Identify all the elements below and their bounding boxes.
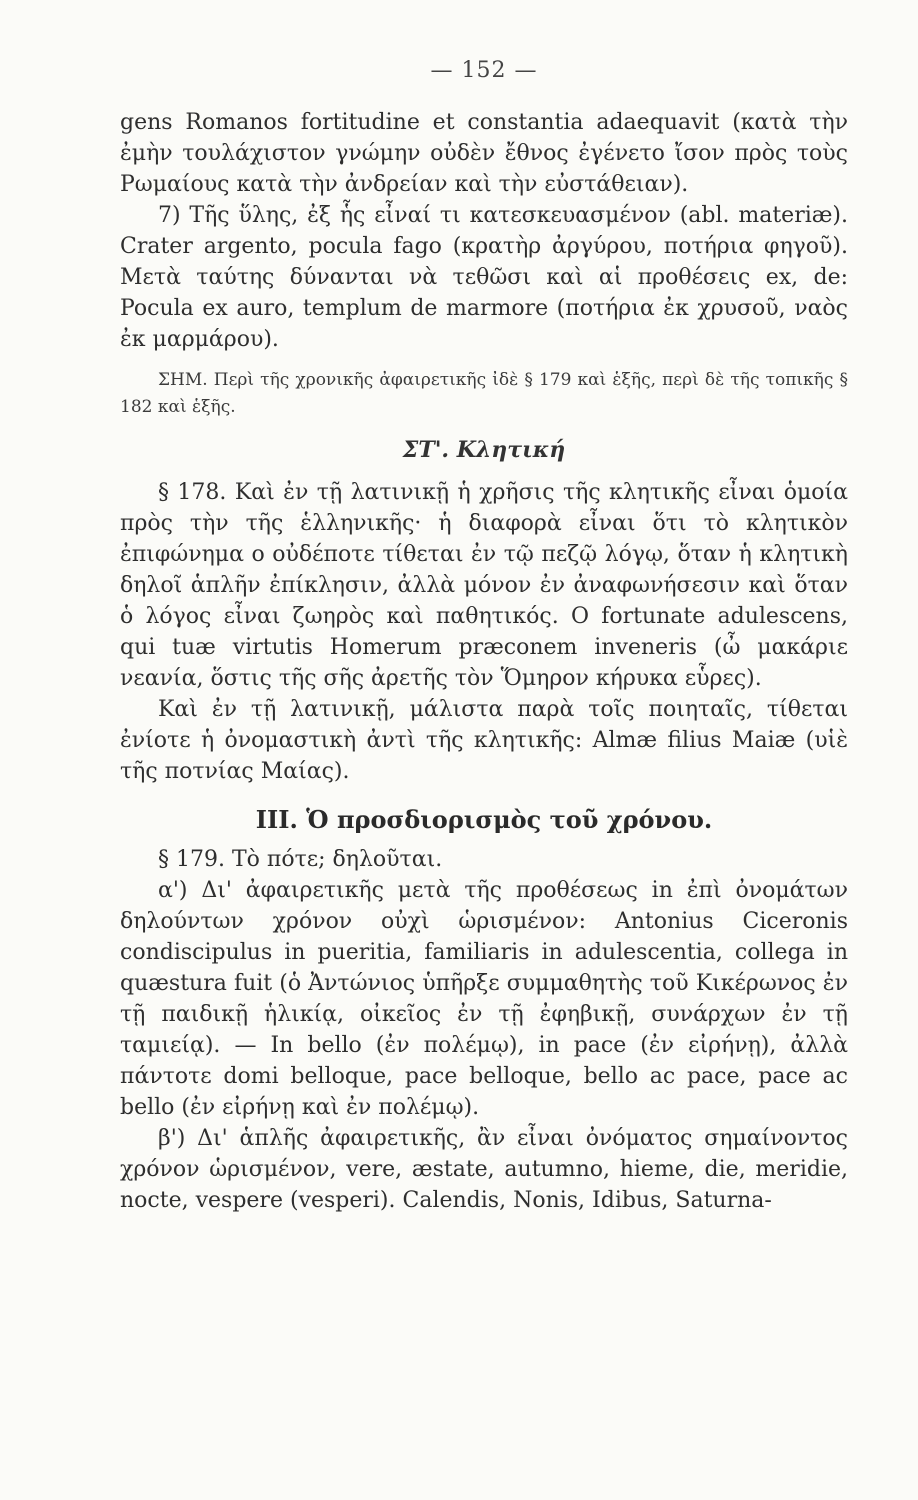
paragraph-179: § 179. Τὸ πότε; δηλοῦται. xyxy=(158,847,443,872)
paragraph-179-a: α') Δι' ἀφαιρετικῆς μετὰ τῆς προθέσεως in ἐπὶ ὀνομάτων δηλούντων χρόνον οὐχὶ ὡρισμένον: Antonius Ciceronis condiscipulus in pueritia, familiaris in adulescentia, collega in quæstura fuit (ὁ Ἀντώνιος ὑπῆρξε συμμαθητὴς τοῦ Κικέρωνος ἐν τῇ παιδικῇ ἡλικίᾳ, οἰκεῖος ἐν τῇ ἐφηβικῇ, συνάρχων ἐν τῇ ταμιείᾳ). — In bello (ἐν πολέμῳ), in pace (ἐν εἰρήνῃ), ἀλλὰ πάντοτε domi belloque, pace belloque, bello ac pace, pace ac bello (ἐν εἰρήνῃ καὶ ἐν πολέμῳ). xyxy=(120,878,848,1120)
paragraph-178: § 178. Καὶ ἐν τῇ λατινικῇ ἡ χρῆσις τῆς κλητικῆς εἶναι ὁμοία πρὸς τὴν τῆς ἑλληνικῆς· ἡ διαφορὰ εἶναι ὅτι τὸ κλητικὸν ἐπιφώνημα ο οὐδέποτε τίθεται ἐν τῷ πεζῷ λόγῳ, ὅταν ἡ κλητικὴ δηλοῖ ἁπλῆν ἐπίκλησιν, ἀλλὰ μόνον ἐν ἀναφωνήσεσιν καὶ ὅταν ὁ λόγος εἶναι ζωηρὸς καὶ παθητικός. O fortunate adulescens, qui tuæ virtutis Homerum præconem inveneris (ὦ μακάριε νεανία, ὅστις τῆς σῆς ἀρετῆς τὸν Ὅμηρον κήρυκα εὗρες). xyxy=(120,480,848,691)
note-paragraph: ΣΗΜ. Περὶ τῆς χρονικῆς ἀφαιρετικῆς ἰδὲ § 179 καὶ ἑξῆς, περὶ δὲ τῆς τοπικῆς § 182 καὶ ἑξῆς. xyxy=(120,370,848,417)
paragraph-179-b: β') Δι' ἁπλῆς ἀφαιρετικῆς, ἂν εἶναι ὀνόματος σημαίνοντος χρόνον ὡρισμένον, vere, æstate, autumno, hieme, die, meridie, nocte, vespere (vesperi). Calendis, Nonis, Idibus, Saturna- xyxy=(120,1126,848,1213)
section-heading-time: III. Ὁ προσδιορισμὸς τοῦ χρόνου. xyxy=(255,805,713,834)
paragraph-vocative-poets: Καὶ ἐν τῇ λατινικῇ, μάλιστα παρὰ τοῖς ποιηταῖς, τίθεται ἐνίοτε ἡ ὀνομαστικὴ ἀντὶ τῆς κλητικῆς: Almæ filius Maiæ (υἱὲ τῆς ποτνίας Μαίας). xyxy=(120,697,848,784)
paragraph-continuation: gens Romanos fortitudine et constantia adaequavit (κατὰ τὴν ἐμὴν τουλάχιστον γνώμην οὐδὲν ἔθνος ἐγένετο ἴσον πρὸς τοὺς Ρωμαίους κατὰ τὴν ἀνδρείαν καὶ τὴν εὐστάθειαν). xyxy=(120,110,848,197)
section-heading-vocative: ΣΤ'. Κλητική xyxy=(402,437,566,463)
page-number: — 152 — xyxy=(430,58,538,83)
paragraph-rule-7: 7) Τῆς ὕλης, ἐξ ἧς εἶναί τι κατεσκευασμένον (abl. materiæ). Crater argento, pocula fago (κρατὴρ ἀργύρου, ποτήρια φηγοῦ). Μετὰ ταύτης δύνανται νὰ τεθῶσι καὶ αἱ προθέσεις ex, de: Pocula ex auro, templum de marmore (ποτήρια ἐκ χρυσοῦ, ναὸς ἐκ μαρμάρου). xyxy=(120,203,848,352)
